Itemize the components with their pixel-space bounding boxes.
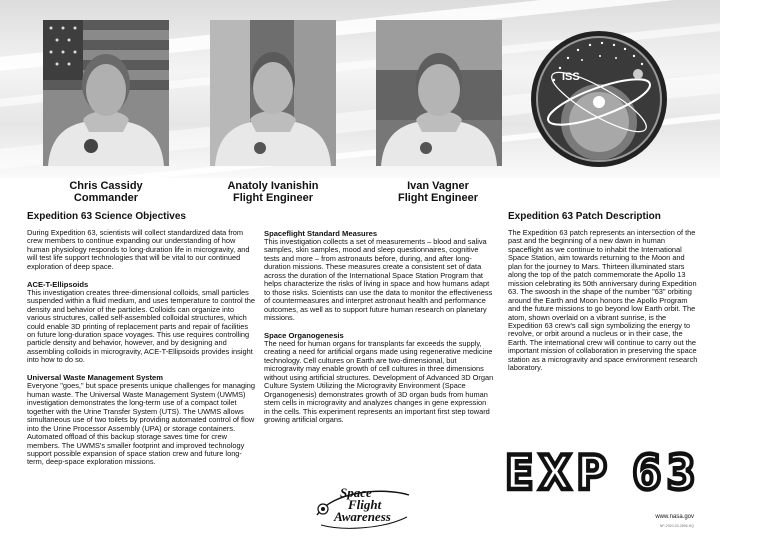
space-flight-awareness-text bbox=[334, 487, 391, 523]
sfa-line-awareness: Awareness bbox=[334, 509, 391, 524]
crew-name: Chris Cassidy bbox=[69, 180, 143, 192]
science-heading: Expedition 63 Science Objectives bbox=[27, 211, 186, 222]
ace-body: This investigation creates three-dimensional colloids, small particles suspended within a fluid medium, and uses temperature to control the density and behavior of the particles. Colloids can organize into various structures, called self-assembled colloidal structures, which could enable 3D printing of replacement parts and repair of facilities on future long-duration space voyages. This use requires controlling particle density and behavior, however, and by designing and assembling colloids in microgravity, ACE-T-Ellipsoids provides insight into how to do so. bbox=[27, 287, 256, 365]
sfa-line-flight: Flight bbox=[348, 497, 382, 512]
document-number: NP-2020-03-2896-HQ bbox=[659, 524, 694, 528]
ace-title: ACE-T-Ellipsoids bbox=[27, 279, 89, 289]
expedition-patch bbox=[530, 30, 668, 168]
crew-role: Flight Engineer bbox=[232, 192, 314, 204]
crew-portrait-vagner bbox=[376, 20, 502, 166]
crew-name-block bbox=[193, 180, 353, 204]
patch-description-column bbox=[508, 211, 700, 381]
organogenesis-title: Space Organogenesis bbox=[264, 331, 344, 341]
crew-portrait-cassidy bbox=[43, 20, 169, 166]
uwms-body: Everyone "goes," but space presents unique challenges for managing human waste. The Universal Waste Management System (UWMS) investigation demonstrates the long-term use of a compact toilet together with the Urine Transfer System (UTS). The UWMS allows simultaneous use of two toilets by providing automated control of flow into the Urine Processor Assembly (UPA) or storage containers. Automated offload of this backup storage saves time for crew members. The UWMS's smaller footprint and improved technology support possible expansion of space station crew and future long-term, deep-space exploration missions. bbox=[27, 381, 255, 467]
crew-role: Flight Engineer bbox=[397, 192, 479, 204]
exp-63-logo bbox=[505, 446, 703, 501]
science-column-left bbox=[27, 211, 255, 475]
crew-name-block bbox=[26, 180, 186, 204]
crew-role: Commander bbox=[73, 192, 139, 204]
patch-iss-label: ISS bbox=[562, 71, 580, 83]
sfsm-body: This investigation collects a set of measurements – blood and saliva samples, skin samples, mood and sleep questionnaires, cognitive tests and more – from astronauts before, during, and after long-duration missions. These measures create a consistent set of data across the duration of the International Space Station Program that helps characterize the risks of living in space and how humans adapt to those risks. Scientists can use the data to monitor the effectiveness of countermeasures and interpret astronaut health and performance outcomes, as well as to support future human research on planetary missions. bbox=[264, 237, 493, 323]
crew-name-block bbox=[358, 180, 518, 204]
patch-heading: Expedition 63 Patch Description bbox=[508, 211, 661, 222]
sfa-line-space: Space bbox=[340, 485, 372, 500]
science-intro: During Expedition 63, scientists will collect standardized data from crew members to continue expanding our understanding of how human physiology responds to long-duration life in microgravity, and will test life support technologies that will be vital to our continued exploration of deep space. bbox=[27, 228, 250, 271]
nasa-url: www.nasa.gov bbox=[655, 514, 694, 520]
patch-body: The Expedition 63 patch represents an intersection of the past and the beginning of a new dawn in human spaceflight as we continue to inhabit the International Space Station, aim towards returning to the Moon and plan for the journey to Mars. Thirteen illuminated stars along the top of the patch commemorate the Apollo 13 mission celebrating its 50th anniversary during Expedition 63. The swoosh in the shape of the number "63" orbiting around the Earth and Moon honors the Apollo Program and the future missions to go beyond low Earth orbit. The atom, shown overlaid on a vibrant sunrise, is the Expedition 63 crew's call sign symbolizing the energy to revolve, or orbit around a nucleus or in their case, the Earth. The international crew will continue to carry out the important mission of collaboration in preserving the space station as a microgravity and space environment research laboratory. bbox=[508, 228, 698, 373]
organogenesis-body: The need for human organs for transplants far exceeds the supply, creating a need for artificial organs made using regenerative medicine technology. Cell cultures on Earth are two-dimensional, but microgravity may enable growth of cell cultures in three dimensions without using artificial structures. Development of Advanced 3D Organ Culture System Utilizing the Microgravity Environment (Space Organogenesis) demonstrates growth of 3D organ buds from human stem cells in microgravity and analyzes changes in gene expression in the cells. This experiment represents an important first step toward growing artificial organs. bbox=[264, 339, 494, 425]
sfsm-title: Spaceflight Standard Measures bbox=[264, 229, 378, 238]
crew-name: Anatoly Ivanishin bbox=[227, 180, 319, 192]
crew-portrait-ivanishin bbox=[210, 20, 336, 166]
uwms-title: Universal Waste Management System bbox=[27, 373, 164, 383]
exp-63-logo-text: EXP 63 bbox=[505, 446, 701, 501]
crew-name: Ivan Vagner bbox=[407, 180, 469, 192]
science-column-middle bbox=[264, 229, 494, 433]
